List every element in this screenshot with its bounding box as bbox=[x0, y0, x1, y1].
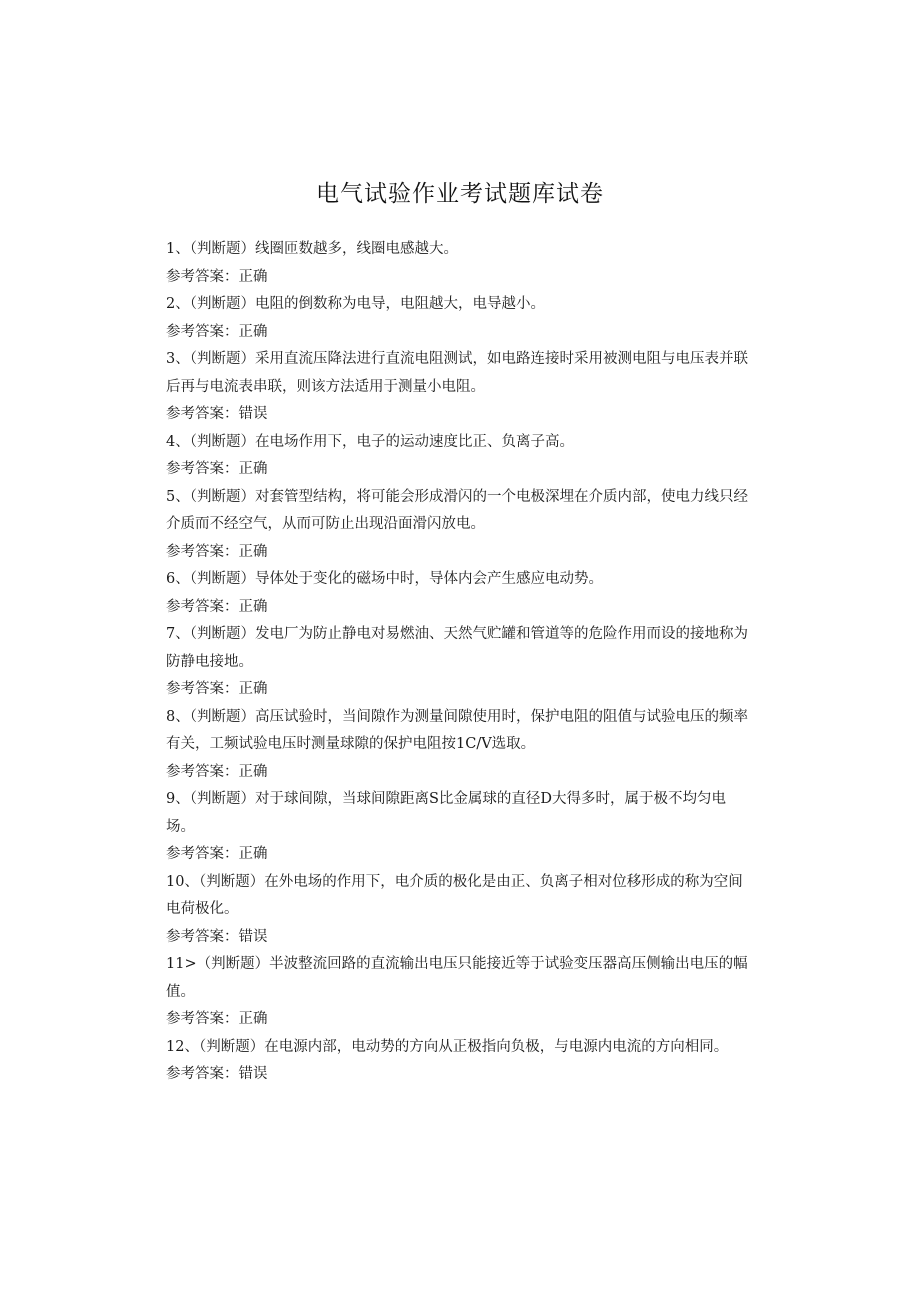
question-list bbox=[166, 236, 750, 1089]
answer-value: 错误 bbox=[238, 1066, 268, 1082]
answer-value: 正确 bbox=[238, 598, 268, 615]
question-text: 10、（判断题）在外电场的作用下，电介质的极化是由正、负离子相对位移形成的称为空间电荷极化。 bbox=[166, 873, 743, 917]
question-item bbox=[166, 429, 750, 484]
question-text: 9、（判断题）对于球间隙，当球间隙距离S比金属球的直径D大得多时，属于极不均匀电场。 bbox=[166, 791, 727, 835]
answer-label: 参考答案： bbox=[166, 543, 239, 560]
question-text: 7、（判断题）发电厂为防止静电对易燃油、天然气贮罐和管道等的危险作用而设的接地称为防静电接地。 bbox=[166, 626, 748, 670]
reference-answer bbox=[166, 401, 750, 429]
reference-answer bbox=[166, 456, 750, 484]
answer-label: 参考答案： bbox=[166, 406, 239, 422]
reference-answer bbox=[166, 676, 750, 704]
answer-label: 参考答案： bbox=[166, 681, 239, 697]
question-item bbox=[166, 346, 750, 429]
reference-answer bbox=[166, 1006, 750, 1034]
answer-value: 正确 bbox=[238, 1011, 268, 1027]
question-text: 5、（判断题）对套管型结构，将可能会形成滑闪的一个电极深埋在介质内部，使电力线只经介质而不经空气，从而可防止出现沿面滑闪放电。 bbox=[166, 488, 748, 532]
question-text: 12、（判断题）在电源内部，电动势的方向从正极指向负极，与电源内电流的方向相同。 bbox=[166, 1038, 729, 1055]
document-title: 电气试验作业考试题库试卷 bbox=[316, 181, 604, 207]
reference-answer bbox=[166, 841, 750, 869]
answer-value: 正确 bbox=[238, 461, 268, 477]
reference-answer bbox=[166, 264, 750, 292]
question-item bbox=[166, 951, 750, 1034]
question-item bbox=[166, 786, 750, 869]
reference-answer bbox=[166, 924, 750, 952]
reference-answer bbox=[166, 759, 750, 787]
reference-answer bbox=[166, 594, 750, 622]
question-item bbox=[166, 621, 750, 704]
answer-label: 参考答案： bbox=[166, 461, 239, 477]
answer-label: 参考答案： bbox=[166, 846, 239, 862]
reference-answer bbox=[166, 539, 750, 567]
answer-label: 参考答案： bbox=[166, 268, 239, 285]
question-text: 4、（判断题）在电场作用下，电子的运动速度比正、负离子高。 bbox=[166, 433, 574, 450]
reference-answer bbox=[166, 319, 750, 347]
question-text: 2、（判断题）电阻的倒数称为电导，电阻越大，电导越小。 bbox=[166, 296, 545, 312]
question-text: 8、（判断题）高压试验时，当间隙作为测量间隙使用时，保护电阻的阻值与试验电压的频率有关，工频试验电压时测量球隙的保护电阻按1C/V选取。 bbox=[166, 708, 748, 752]
answer-value: 正确 bbox=[238, 543, 268, 560]
answer-value: 错误 bbox=[238, 928, 268, 945]
question-item bbox=[166, 704, 750, 787]
answer-value: 正确 bbox=[238, 763, 268, 780]
question-text: 6、（判断题）导体处于变化的磁场中时，导体内会产生感应电动势。 bbox=[166, 571, 603, 587]
answer-value: 错误 bbox=[238, 406, 268, 422]
question-item bbox=[166, 484, 750, 567]
answer-label: 参考答案： bbox=[166, 1011, 239, 1027]
question-text: 1、（判断题）线圈匝数越多，线圈电感越大。 bbox=[166, 241, 458, 257]
reference-answer bbox=[166, 1061, 750, 1089]
question-item bbox=[166, 566, 750, 621]
question-text: 3、（判断题）采用直流压降法进行直流电阻测试，如电路连接时采用被测电阻与电压表并联后再与电流表串联，则该方法适用于测量小电阻。 bbox=[166, 351, 748, 395]
answer-value: 正确 bbox=[238, 846, 268, 862]
answer-label: 参考答案： bbox=[166, 1066, 239, 1082]
answer-value: 正确 bbox=[238, 268, 268, 285]
answer-label: 参考答案： bbox=[166, 598, 239, 615]
question-item bbox=[166, 236, 750, 291]
answer-label: 参考答案： bbox=[166, 928, 239, 945]
question-item bbox=[166, 291, 750, 346]
question-item bbox=[166, 869, 750, 952]
question-text: 11>（判断题）半波整流回路的直流输出电压只能接近等于试验变压器高压侧输出电压的幅值。 bbox=[166, 956, 748, 1000]
answer-value: 正确 bbox=[238, 323, 268, 340]
answer-value: 正确 bbox=[238, 681, 268, 697]
answer-label: 参考答案： bbox=[166, 763, 239, 780]
question-item bbox=[166, 1034, 750, 1089]
answer-label: 参考答案： bbox=[166, 323, 239, 340]
